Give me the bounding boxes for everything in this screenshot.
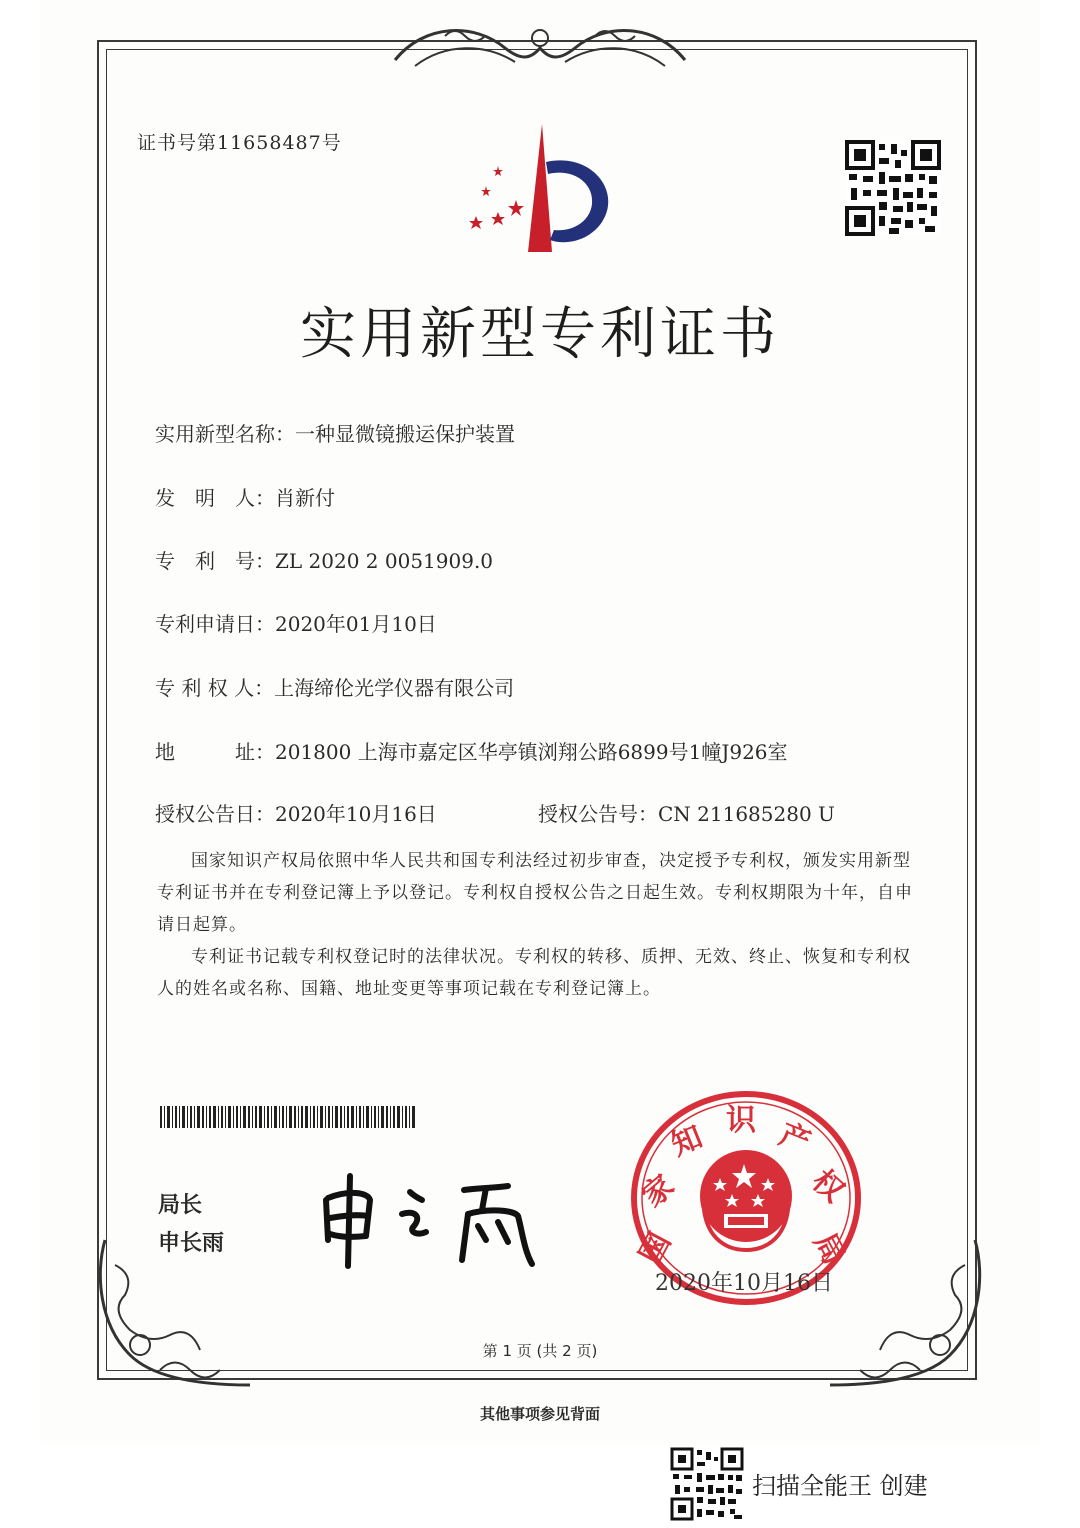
svg-text:识: 识 <box>726 1103 756 1138</box>
grant-number-value: CN 211685280 U <box>658 802 835 826</box>
scanner-watermark-label: 扫描全能王 创建 <box>752 1472 928 1500</box>
patent-number-value: ZL 2020 2 0051909.0 <box>275 549 494 573</box>
legal-status-paragraph: 专利证书记载专利权登记时的法律状况。专利权的转移、质押、无效、终止、恢复和专利权人的姓名或名称、国籍、地址变更等事项记载在专利登记簿上。 <box>157 947 911 999</box>
patentee-label: 专 利 权 人： <box>155 676 275 700</box>
grant-date-label: 授权公告日： <box>155 802 275 826</box>
scanner-qr-icon <box>670 1447 744 1521</box>
svg-text:知: 知 <box>666 1119 708 1164</box>
utility-model-name-row <box>155 418 515 447</box>
certificate-number: 证书号第11658487号 <box>137 132 342 154</box>
top-ornament <box>385 18 695 78</box>
qr-code-icon <box>845 140 941 236</box>
patentee-row <box>155 672 514 701</box>
utility-model-name-label: 实用新型名称： <box>155 422 295 446</box>
svg-text:权: 权 <box>805 1163 851 1210</box>
address-label: 地 址： <box>155 740 275 764</box>
grant-date-value: 2020年10月16日 <box>275 802 437 826</box>
cnipa-logo-icon <box>462 122 622 254</box>
director-title: 局长 <box>158 1193 203 1218</box>
director-signature <box>318 1170 543 1270</box>
utility-model-name-value: 一种显微镜搬运保护装置 <box>295 422 515 446</box>
address-value: 201800 上海市嘉定区华亭镇浏翔公路6899号1幢J926室 <box>275 740 788 764</box>
inventor-row <box>155 482 335 511</box>
svg-text:局: 局 <box>806 1227 852 1271</box>
svg-text:国: 国 <box>633 1227 679 1270</box>
inventor-label: 发 明 人： <box>155 486 275 510</box>
director-name: 申长雨 <box>158 1231 225 1256</box>
filing-date-row <box>155 608 437 637</box>
patent-number-row <box>155 545 493 574</box>
grant-paragraph: 国家知识产权局依照中华人民共和国专利法经过初步审查，决定授予专利权，颁发实用新型专利证书并在专利登记簿上予以登记。专利权自授权公告之日起生效。专利权期限为十年，自申请日起算。 <box>157 851 913 935</box>
svg-text:家: 家 <box>635 1168 682 1215</box>
inventor-value: 肖新付 <box>275 486 335 510</box>
page-number: 第 1 页 (共 2 页) <box>482 1342 598 1360</box>
filing-date-value: 2020年01月10日 <box>275 612 437 636</box>
address-row <box>155 736 788 765</box>
bottom-left-ornament <box>90 1235 260 1395</box>
grant-number-row <box>538 798 835 827</box>
certificate-title: 实用新型专利证书 <box>300 302 780 367</box>
grant-date-row <box>155 798 437 827</box>
svg-text:产: 产 <box>774 1116 816 1161</box>
patent-number-label: 专 利 号： <box>155 549 275 573</box>
grant-number-label: 授权公告号： <box>538 802 658 826</box>
stamp-date: 2020年10月16日 <box>655 1271 833 1296</box>
patentee-value: 上海缔伦光学仪器有限公司 <box>274 676 515 700</box>
filing-date-label: 专利申请日： <box>155 612 275 636</box>
back-note: 其他事项参见背面 <box>479 1405 600 1423</box>
barcode-icon <box>160 1106 416 1128</box>
